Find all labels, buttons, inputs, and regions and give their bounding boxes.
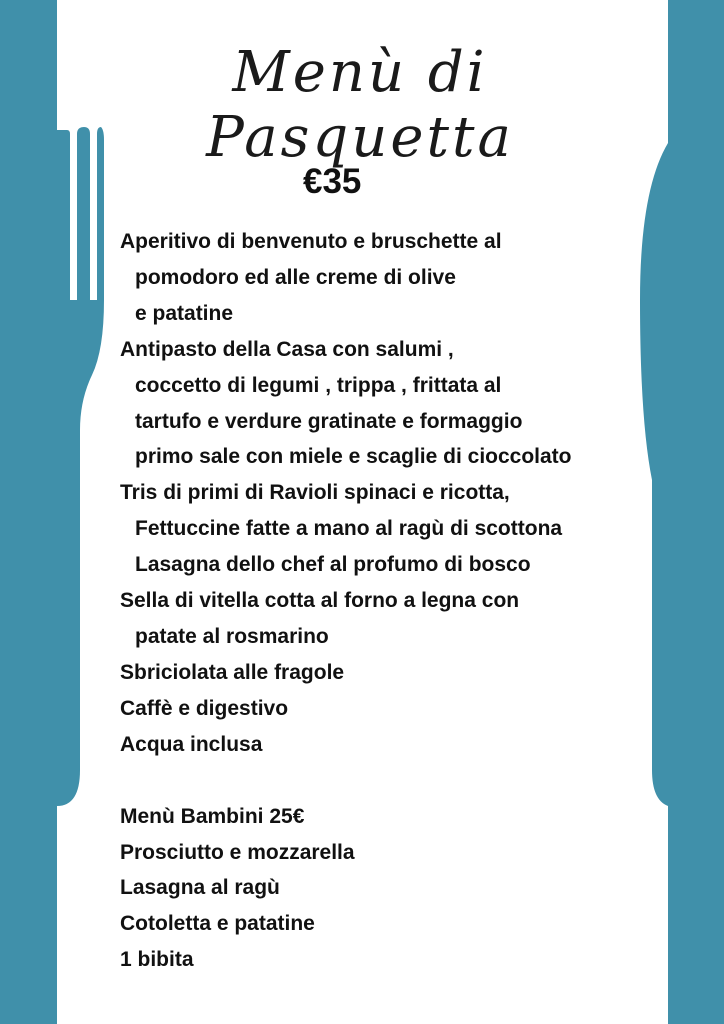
menu-line: pomodoro ed alle creme di olive bbox=[135, 265, 456, 289]
kids-menu-heading: Menù Bambini 25€ bbox=[120, 804, 305, 828]
menu-line: patate al rosmarino bbox=[135, 624, 329, 648]
menu-price: €35 bbox=[303, 162, 362, 201]
menu-line: Antipasto della Casa con salumi , bbox=[120, 337, 454, 361]
menu-line: tartufo e verdure gratinate e formaggio bbox=[135, 409, 523, 433]
menu-line: Lasagna dello chef al profumo di bosco bbox=[135, 553, 531, 577]
menu-content bbox=[120, 224, 665, 978]
kids-menu-item: Prosciutto e mozzarella bbox=[120, 840, 355, 864]
menu-line: primo sale con miele e scaglie di cioccolato bbox=[135, 445, 572, 469]
menu-line: e patatine bbox=[135, 301, 234, 325]
section-gap bbox=[120, 763, 665, 799]
course-dolce: Sbriciolata alle fragole bbox=[120, 660, 345, 684]
fork-icon bbox=[57, 127, 104, 806]
kids-menu-item: Lasagna al ragù bbox=[120, 876, 280, 900]
course-acqua: Acqua inclusa bbox=[120, 732, 263, 756]
menu-line: coccetto di legumi , trippa , frittata al bbox=[135, 373, 502, 397]
menu-line: Fettuccine fatte a mano al ragù di scottona bbox=[135, 517, 563, 541]
kids-menu-item: 1 bibita bbox=[120, 948, 194, 972]
course-caffe: Caffè e digestivo bbox=[120, 696, 289, 720]
course-aperitivo bbox=[120, 224, 665, 332]
kids-menu-item: Cotoletta e patatine bbox=[120, 912, 315, 936]
page-title: Menù di Pasquetta bbox=[206, 40, 514, 170]
menu-line: Sella di vitella cotta al forno a legna con bbox=[120, 589, 520, 613]
course-primi bbox=[120, 475, 665, 583]
menu-line: Aperitivo di benvenuto e bruschette al bbox=[120, 230, 502, 253]
kids-menu bbox=[120, 799, 665, 979]
course-secondo bbox=[120, 583, 665, 655]
course-antipasto bbox=[120, 332, 665, 476]
menu-line: Tris di primi di Ravioli spinaci e ricotta, bbox=[120, 481, 510, 505]
